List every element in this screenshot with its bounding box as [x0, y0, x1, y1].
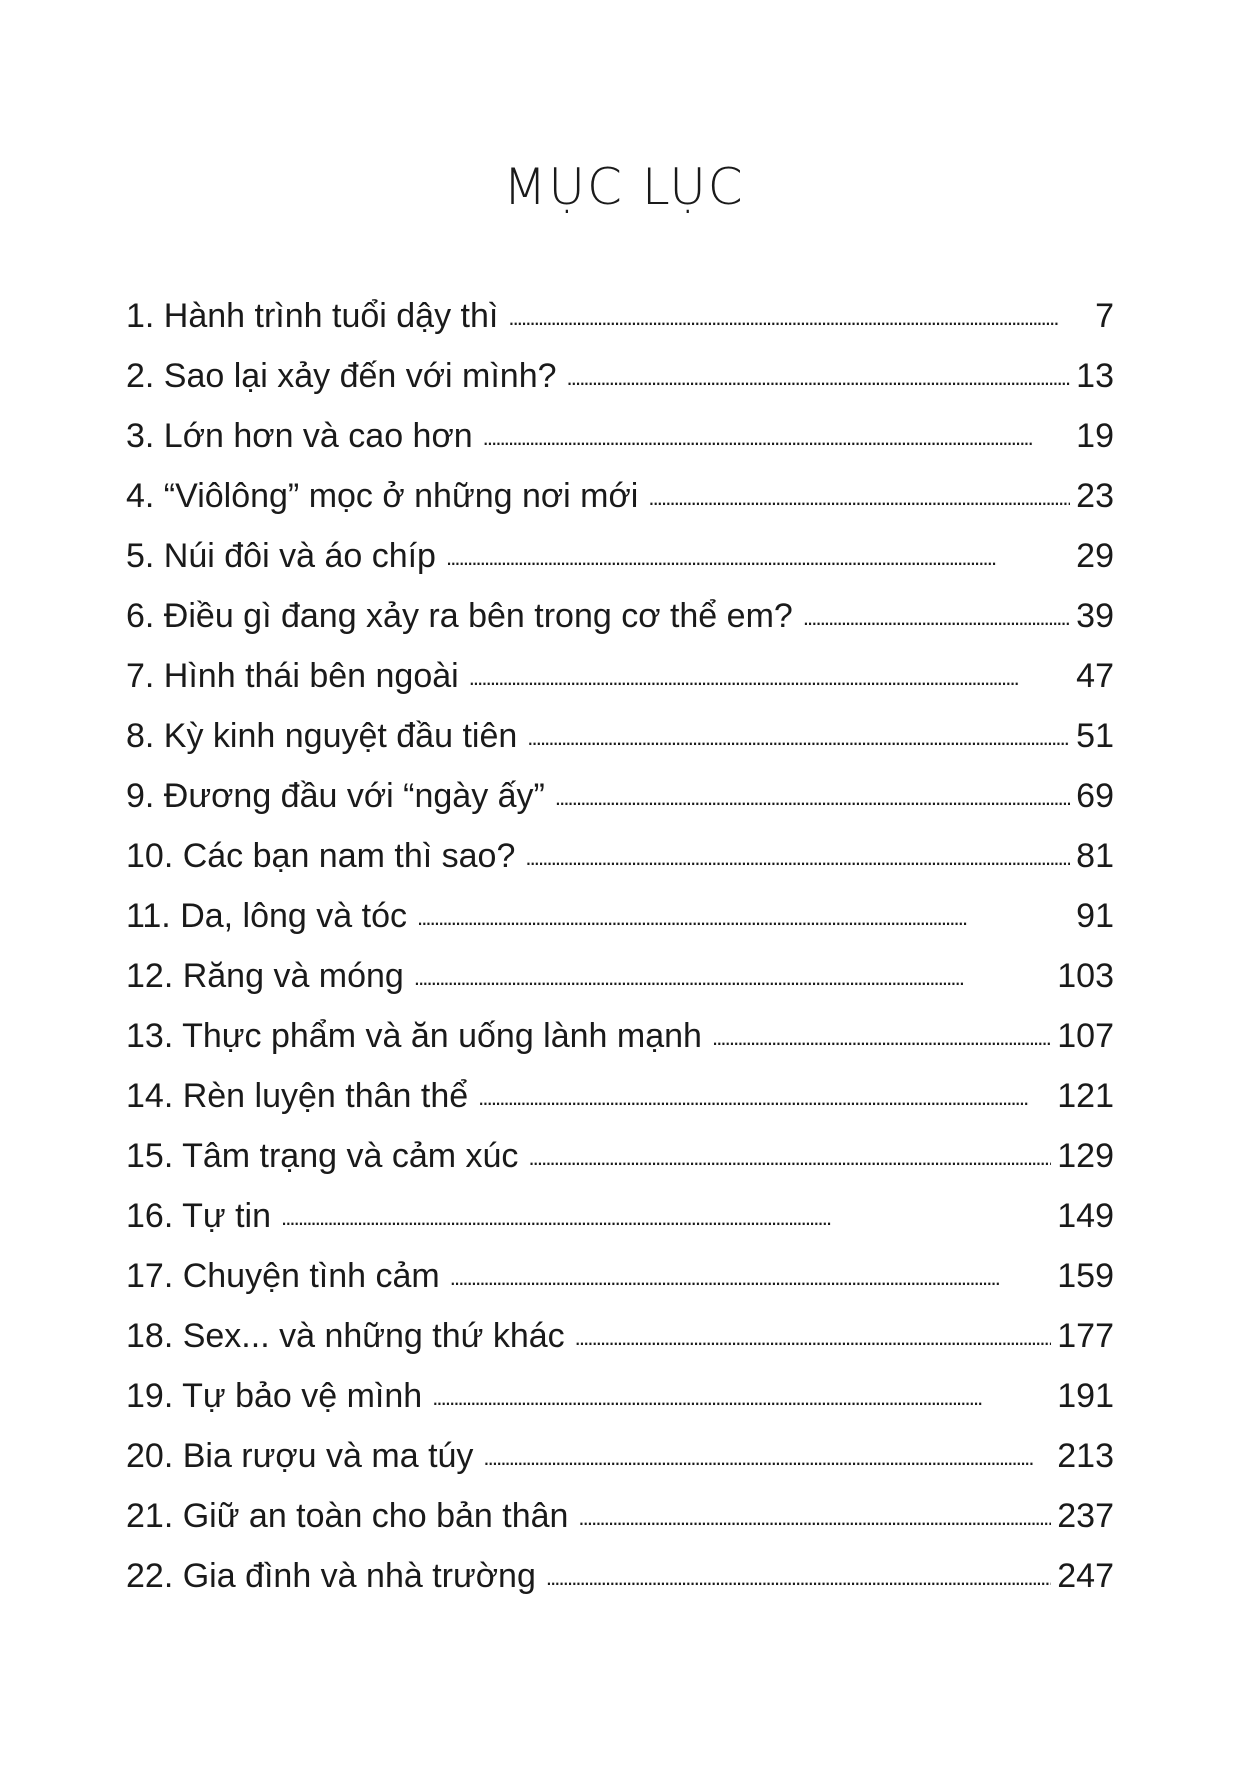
toc-entry-page-number: 23: [1076, 477, 1114, 515]
toc-entry: [126, 706, 1114, 766]
toc-entry-title: 8. Kỳ kinh nguyệt đầu tiên: [126, 717, 518, 755]
toc-entry: [126, 1246, 1114, 1306]
toc-entry-page-number: 177: [1057, 1317, 1114, 1355]
toc-entry-page-number: 39: [1076, 597, 1114, 635]
toc-entry: [126, 1126, 1114, 1186]
toc-entry-title: 1. Hành trình tuổi dậy thì: [126, 297, 499, 335]
toc-entry-page-number: 121: [1057, 1077, 1114, 1115]
toc-entry: [126, 1006, 1114, 1066]
toc-entry-page-number: 81: [1076, 837, 1114, 875]
dot-leader: [450, 1246, 1052, 1306]
dot-leader: [414, 946, 1051, 1006]
toc-entry-page-number: 51: [1076, 717, 1114, 755]
dot-leader: [712, 1006, 1051, 1066]
toc-entry-page-number: 19: [1076, 417, 1114, 455]
toc-entry-page-number: 159: [1057, 1257, 1114, 1295]
toc-entry-title: 12. Răng và móng: [126, 957, 404, 995]
toc-entry: [126, 526, 1114, 586]
toc-entry: [126, 286, 1114, 346]
toc-entry-title: 15. Tâm trạng và cảm xúc: [126, 1137, 519, 1175]
toc-entry: [126, 1066, 1114, 1126]
toc-entry: [126, 346, 1114, 406]
toc-entry: [126, 1486, 1114, 1546]
toc-entry-title: 14. Rèn luyện thân thể: [126, 1077, 469, 1115]
table-of-contents: [126, 286, 1114, 1606]
toc-entry: [126, 1546, 1114, 1606]
toc-entry-title: 7. Hình thái bên ngoài: [126, 657, 459, 695]
toc-entry: [126, 1306, 1114, 1366]
dot-leader: [446, 526, 1070, 586]
toc-entry-title: 11. Da, lông và tóc: [126, 897, 407, 935]
toc-entry-title: 18. Sex... và những thứ khác: [126, 1317, 565, 1355]
toc-entry: [126, 766, 1114, 826]
dot-leader: [525, 826, 1070, 886]
toc-entry: [126, 946, 1114, 1006]
toc-entry-title: 17. Chuyện tình cảm: [126, 1257, 440, 1295]
toc-entry-page-number: 69: [1076, 777, 1114, 815]
toc-entry-page-number: 129: [1057, 1137, 1114, 1175]
toc-entry-title: 22. Gia đình và nhà trường: [126, 1557, 536, 1595]
toc-entry-title: 6. Điều gì đang xảy ra bên trong cơ thể em?: [126, 597, 793, 635]
dot-leader: [578, 1486, 1051, 1546]
dot-leader: [546, 1546, 1051, 1606]
dot-leader: [575, 1306, 1052, 1366]
dot-leader: [508, 286, 1074, 346]
toc-entry-page-number: 191: [1057, 1377, 1114, 1415]
toc-entry-page-number: 13: [1076, 357, 1114, 395]
toc-entry: [126, 1366, 1114, 1426]
dot-leader: [417, 886, 1070, 946]
toc-entry-page-number: 7: [1095, 297, 1114, 335]
toc-entry: [126, 406, 1114, 466]
toc-entry: [126, 466, 1114, 526]
dot-leader: [528, 1126, 1051, 1186]
toc-entry: [126, 646, 1114, 706]
toc-entry-page-number: 29: [1076, 537, 1114, 575]
toc-entry-title: 19. Tự bảo vệ mình: [126, 1377, 423, 1415]
toc-entry-page-number: 103: [1057, 957, 1114, 995]
toc-entry-title: 10. Các bạn nam thì sao?: [126, 837, 516, 875]
toc-entry: [126, 826, 1114, 886]
toc-entry-title: 5. Núi đôi và áo chíp: [126, 537, 436, 575]
toc-entry-title: 4. “Viôlông” mọc ở những nơi mới: [126, 477, 639, 515]
dot-leader: [803, 586, 1070, 646]
toc-entry-page-number: 237: [1057, 1497, 1114, 1535]
dot-leader: [527, 706, 1070, 766]
dot-leader: [432, 1366, 1051, 1426]
toc-entry-title: 3. Lớn hơn và cao hơn: [126, 417, 473, 455]
toc-entry-title: 20. Bia rượu và ma túy: [126, 1437, 474, 1475]
toc-entry-title: 16. Tự tin: [126, 1197, 271, 1235]
page-title: MỤC LỤC: [503, 158, 745, 216]
toc-entry: [126, 1186, 1114, 1246]
dot-leader: [555, 766, 1070, 826]
toc-entry-title: 9. Đương đầu với “ngày ấy”: [126, 777, 545, 815]
dot-leader: [567, 346, 1071, 406]
toc-entry-page-number: 107: [1057, 1017, 1114, 1055]
toc-entry-title: 13. Thực phẩm và ăn uống lành mạnh: [126, 1017, 702, 1055]
toc-entry-page-number: 91: [1076, 897, 1114, 935]
toc-entry-title: 2. Sao lại xảy đến với mình?: [126, 357, 557, 395]
toc-entry-title: 21. Giữ an toàn cho bản thân: [126, 1497, 569, 1535]
toc-entry: [126, 886, 1114, 946]
dot-leader: [648, 466, 1070, 526]
dot-leader: [483, 406, 1071, 466]
dot-leader: [469, 646, 1070, 706]
dot-leader: [478, 1066, 1051, 1126]
toc-entry-page-number: 213: [1057, 1437, 1114, 1475]
dot-leader: [281, 1186, 1051, 1246]
toc-entry: [126, 586, 1114, 646]
toc-entry: [126, 1426, 1114, 1486]
toc-entry-page-number: 247: [1057, 1557, 1114, 1595]
dot-leader: [483, 1426, 1051, 1486]
toc-entry-page-number: 47: [1076, 657, 1114, 695]
toc-entry-page-number: 149: [1057, 1197, 1114, 1235]
